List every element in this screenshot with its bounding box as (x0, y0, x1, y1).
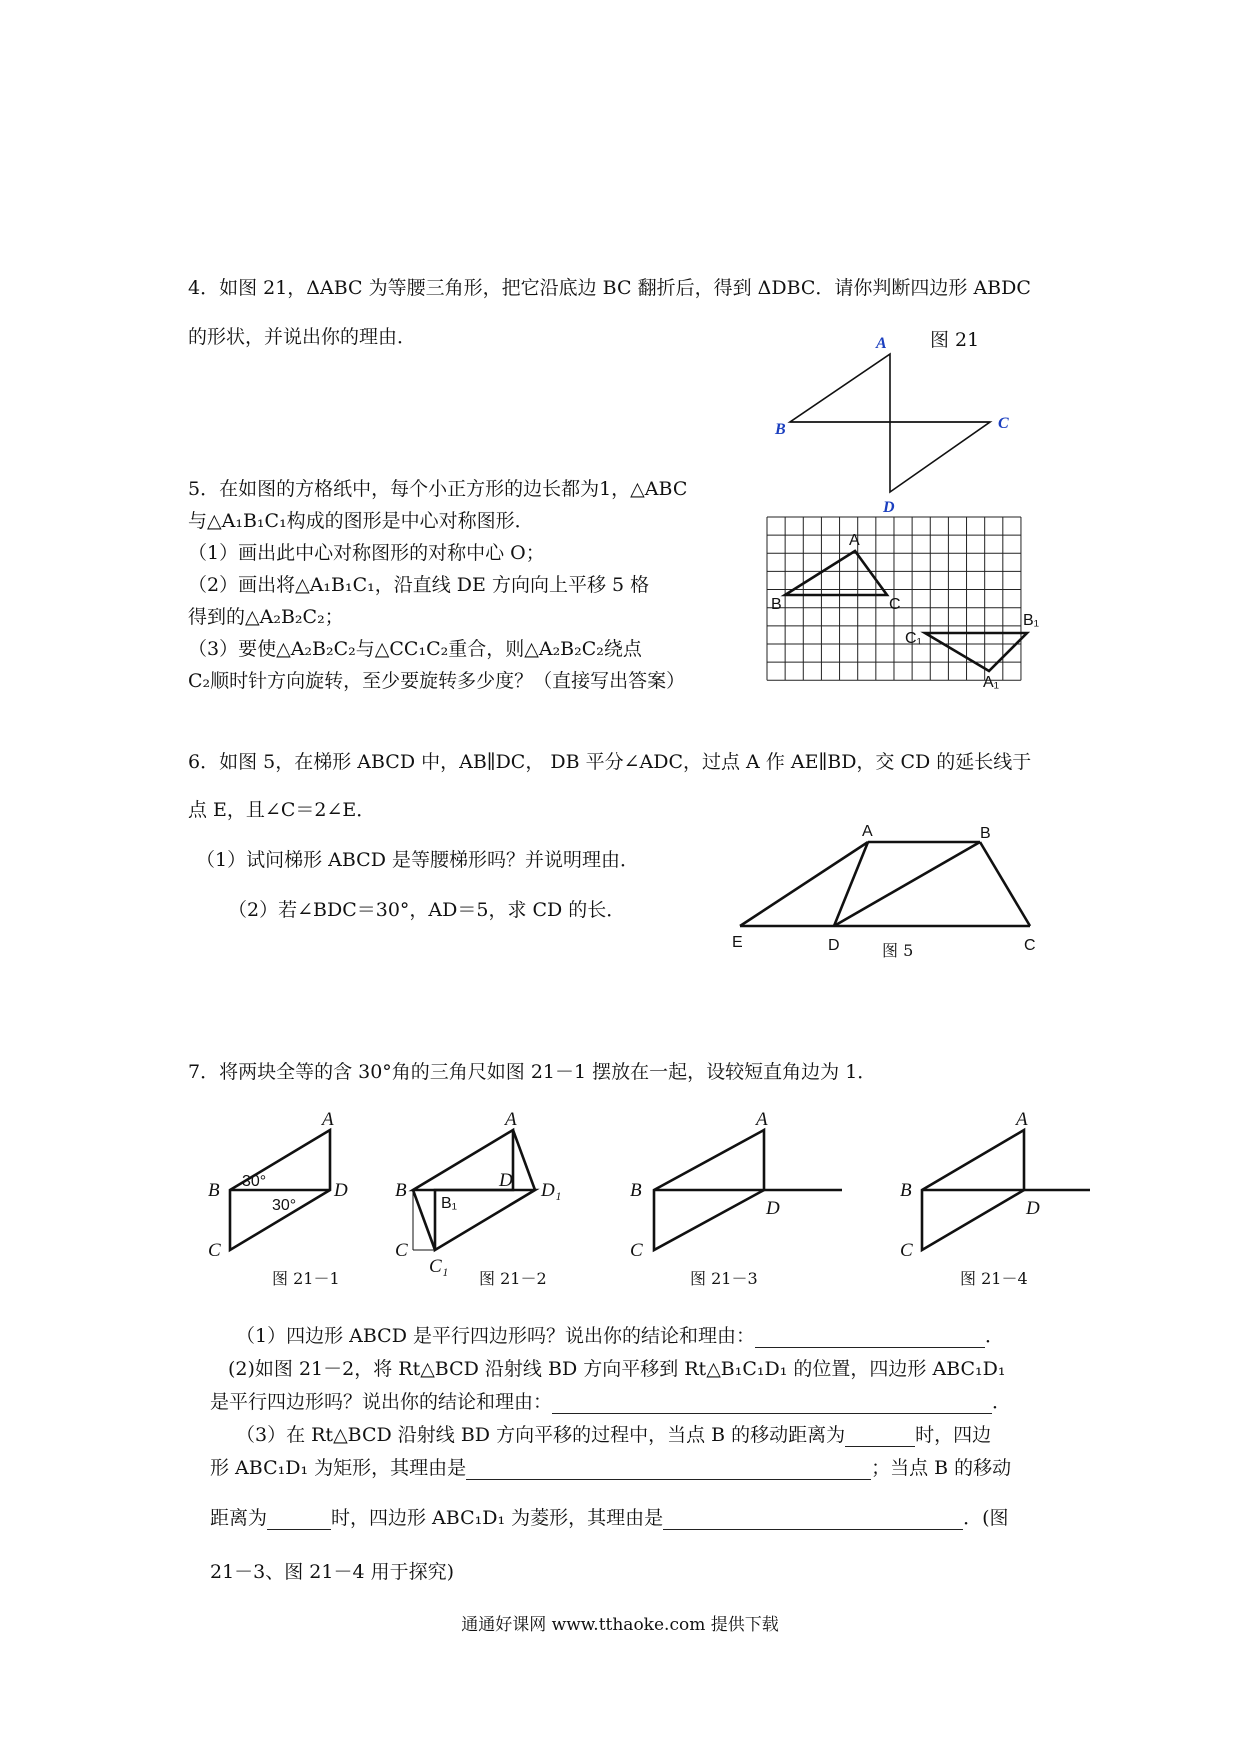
figure-21-3 (620, 1110, 850, 1290)
q7-sub3d: 21－3、图 21－4 用于探究) (210, 1561, 455, 1583)
label-a: A (756, 1109, 768, 1130)
q7-sub3c-mid: 时，四边形 ABC₁D₁ 为菱形，其理由是 (331, 1507, 664, 1529)
q6-line4: （2）若∠BDC＝30°，AD＝5，求 CD 的长． (228, 899, 626, 921)
angle-label-top: 30° (242, 1173, 267, 1190)
figure-caption: 图 21 (930, 329, 980, 351)
label-d: D (334, 1180, 348, 1201)
label-b: B (771, 596, 782, 613)
q5-line1: 5．在如图的方格纸中，每个小正方形的边长都为1，△ABC (188, 478, 688, 500)
answer-blank-5[interactable] (267, 1511, 331, 1530)
q7-sub3a-text: （3）在 Rt△BCD 沿射线 BD 方向平移的过程中，当点 B 的移动距离为 (236, 1424, 846, 1446)
figure-caption: 图 21－1 (272, 1269, 340, 1288)
triangle-abd (413, 1130, 513, 1190)
label-d: D (1026, 1198, 1040, 1219)
figure-caption: 图 21－4 (960, 1269, 1028, 1288)
label-a: A (1016, 1109, 1028, 1130)
angle-label-bottom: 30° (272, 1197, 297, 1214)
triangle-abc (785, 551, 887, 595)
q7-line1: 7．将两块全等的含 30°角的三角尺如图 21－1 摆放在一起，设较短直角边为 1． (188, 1061, 877, 1083)
label-b: B (395, 1180, 407, 1201)
figure-caption: 图 5 (882, 941, 914, 960)
line-bc (980, 842, 1030, 926)
line-bd (834, 842, 980, 926)
q7-sub3b-tail: ；当点 B 的移动 (871, 1457, 1012, 1479)
q7-sub3a (236, 1423, 991, 1447)
line-bc1 (413, 1190, 435, 1250)
label-c: C (208, 1240, 221, 1261)
label-a: A (876, 335, 887, 352)
q6-line3: （1）试问梯形 ABCD 是等腰梯形吗？并说明理由． (196, 849, 639, 871)
period: ． (992, 1391, 1012, 1413)
label-d: D (883, 499, 895, 516)
label-c: C (998, 415, 1009, 432)
label-a: A (849, 532, 860, 549)
answer-blank-1[interactable] (755, 1329, 985, 1348)
label-c: C (1024, 937, 1036, 954)
rhombus-abdc (790, 354, 990, 492)
q7-sub3c (210, 1506, 1009, 1530)
line-ad1 (513, 1130, 535, 1190)
figure-21-4 (900, 1110, 1100, 1290)
q7-sub3b-text: 形 ABC₁D₁ 为矩形，其理由是 (210, 1457, 467, 1479)
period: ． (984, 1325, 1004, 1347)
label-c: C (395, 1240, 408, 1261)
label-c: C (630, 1240, 643, 1261)
label-d1: D₁ (541, 1180, 562, 1201)
label-d: D (766, 1198, 780, 1219)
q7-sub3c-tail: ．(图 (963, 1507, 1009, 1529)
q7-sub2b-text: 是平行四边形吗？说出你的结论和理由： (210, 1391, 553, 1413)
label-b: B (630, 1180, 642, 1201)
q5-line3: （1）画出此中心对称图形的对称中心 O； (188, 542, 545, 564)
q6-line1: 6．如图 5，在梯形 ABCD 中，AB∥DC， DB 平分∠ADC，过点 A 作 AE∥BD，交 CD 的延长线于 (188, 751, 1032, 773)
q6-line2: 点 E，且∠C＝2∠E． (188, 799, 376, 821)
figure-21-1 (200, 1110, 360, 1290)
q5-line4: （2）画出将△A₁B₁C₁，沿直线 DE 方向向上平移 5 格 (188, 574, 650, 596)
figure-caption: 图 21－2 (479, 1269, 547, 1288)
q7-sub3a-tail: 时，四边 (915, 1424, 992, 1446)
label-c1: C₁ (429, 1256, 449, 1277)
answer-blank-4[interactable] (466, 1461, 871, 1480)
grid-figure (765, 515, 1055, 697)
label-a: A (862, 823, 873, 840)
label-b: B (775, 421, 786, 438)
label-e: E (732, 934, 743, 951)
label-b: B (980, 825, 991, 842)
q4-line1: 4．如图 21，ΔABC 为等腰三角形，把它沿底边 BC 翻折后，得到 ΔDBC．请你判断四边形 ABDC (188, 277, 1031, 299)
label-c: C (900, 1240, 913, 1261)
q5-line5: 得到的△A₂B₂C₂； (188, 606, 344, 628)
figure-21-2 (395, 1110, 585, 1290)
label-a1: A₁ (983, 674, 1000, 691)
label-b1: B₁ (1023, 612, 1040, 629)
label-c: C (889, 596, 901, 613)
q7-sub2b (210, 1390, 1011, 1414)
label-b: B (208, 1180, 220, 1201)
label-b1: B₁ (441, 1195, 458, 1212)
label-d: D (828, 937, 840, 954)
label-c1: C₁ (905, 630, 922, 647)
label-d: D (499, 1170, 513, 1191)
line-ae (740, 842, 868, 926)
q4-line2: 的形状，并说出你的理由． (188, 326, 417, 348)
page-footer: 通通好课网 www.tthaoke.com 提供下载 (461, 1615, 779, 1635)
figure-caption: 图 21－3 (690, 1269, 758, 1288)
triangle-a1b1c1 (925, 633, 1027, 671)
answer-blank-3[interactable] (845, 1428, 915, 1447)
label-b: B (900, 1180, 912, 1201)
label-a: A (505, 1109, 517, 1130)
q7-sub1-text: （1）四边形 ABCD 是平行四边形吗？说出你的结论和理由： (236, 1325, 755, 1347)
answer-blank-2[interactable] (552, 1395, 992, 1414)
figure-21 (770, 329, 1030, 516)
q5-line6: （3）要使△A₂B₂C₂与△CC₁C₂重合，则△A₂B₂C₂绕点 (188, 638, 642, 660)
q5-line2: 与△A₁B₁C₁构成的图形是中心对称图形． (188, 510, 534, 532)
q5-line7: C₂顺时针方向旋转，至少要旋转多少度？（直接写出答案） (188, 670, 686, 692)
figure-5 (730, 820, 1050, 970)
q7-sub3b (210, 1456, 1011, 1480)
q7-sub1 (236, 1324, 1004, 1348)
q7-sub2a: (2)如图 21－2，将 Rt△BCD 沿射线 BD 方向平移到 Rt△B₁C₁D₁ 的位置，四边形 ABC₁D₁ (228, 1358, 1006, 1380)
q7-sub3c-text: 距离为 (210, 1507, 268, 1529)
label-a: A (322, 1109, 334, 1130)
answer-blank-6[interactable] (663, 1511, 963, 1530)
